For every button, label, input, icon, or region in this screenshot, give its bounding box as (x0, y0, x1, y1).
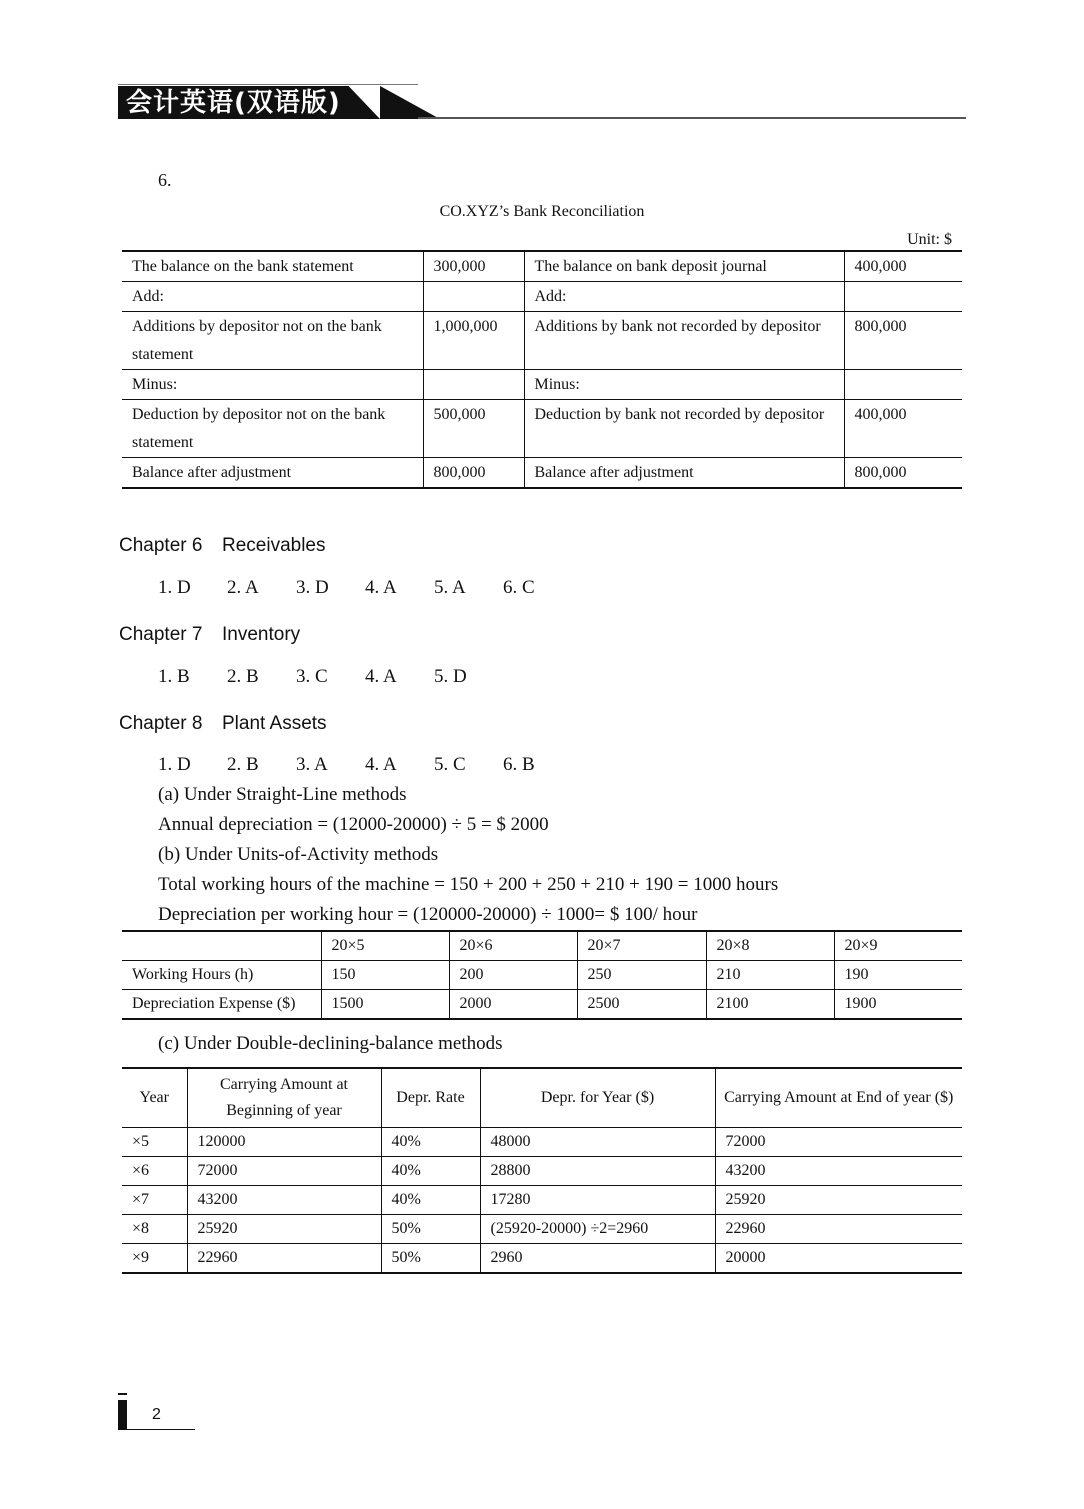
answer-item: 4. A (365, 577, 397, 598)
units-of-activity-table (122, 930, 962, 1020)
table-cell: (25920-20000) ÷2=2960 (480, 1215, 715, 1244)
table-row (122, 1215, 962, 1244)
table-row (122, 990, 962, 1020)
answer-item: 1. D (158, 754, 191, 775)
chapter-7-answers (158, 666, 503, 688)
depreciation-per-hour-line: Depreciation per working hour = (120000-20000) ÷ 1000= $ 100/ hour (158, 904, 698, 925)
table-cell: 2100 (706, 990, 834, 1020)
table-cell (423, 282, 524, 312)
table-cell: 22960 (187, 1244, 381, 1274)
table-cell: 210 (706, 961, 834, 990)
table-header-cell: 20×9 (834, 931, 962, 961)
footer-bar (118, 1400, 127, 1430)
table-cell: Minus: (122, 370, 423, 400)
table-header-cell: 20×8 (706, 931, 834, 961)
bank-rec-title: CO.XYZ’s Bank Reconciliation (439, 203, 645, 220)
table-cell: 72000 (715, 1128, 962, 1157)
table-cell: Additions by bank not recorded by depositor (524, 312, 844, 370)
page-header (118, 84, 966, 124)
header-rule-top (118, 84, 418, 85)
chapter-number: Chapter 7 (119, 624, 203, 645)
table-cell: Minus: (524, 370, 844, 400)
book-title: 会计英语(双语版) (126, 88, 341, 118)
table-cell: ×6 (122, 1157, 187, 1186)
total-hours-line: Total working hours of the machine = 150 + 200 + 250 + 210 + 190 = 1000 hours (158, 874, 779, 895)
table-header-row (122, 1068, 962, 1128)
chapter-name: Inventory (222, 624, 301, 645)
answer-item: 2. A (227, 577, 259, 598)
answer-item: 6. C (503, 577, 535, 598)
table-cell: 400,000 (844, 400, 962, 458)
chapter-6-answers (158, 577, 572, 599)
annual-depreciation-line: Annual depreciation = (12000-20000) ÷ 5 = $ 2000 (158, 814, 549, 835)
page-number: 2 (152, 1406, 161, 1423)
table-row (122, 370, 962, 400)
table-header-row (122, 931, 962, 961)
table-cell: ×9 (122, 1244, 187, 1274)
table-row (122, 251, 962, 282)
answer-item: 1. B (158, 666, 190, 687)
header-rule (418, 117, 966, 119)
answer-item: 3. C (296, 666, 328, 687)
table-header-cell: Carrying Amount at End of year ($) (715, 1068, 962, 1128)
table-cell: 50% (381, 1244, 480, 1274)
table-cell: 120000 (187, 1128, 381, 1157)
table-cell: 300,000 (423, 251, 524, 282)
table-cell: 2960 (480, 1244, 715, 1274)
table-row (122, 400, 962, 458)
table-cell: Deduction by depositor not on the bank statement (122, 400, 423, 458)
chapter-number: Chapter 8 (119, 713, 203, 734)
table-cell: 22960 (715, 1215, 962, 1244)
table-row (122, 312, 962, 370)
table-cell: Working Hours (h) (122, 961, 321, 990)
chapter-7-heading (119, 624, 300, 646)
table-cell: 28800 (480, 1157, 715, 1186)
table-cell: 500,000 (423, 400, 524, 458)
table-header-cell: 20×6 (449, 931, 577, 961)
chapter-8-heading (119, 713, 327, 735)
table-cell (844, 370, 962, 400)
table-cell: 25920 (187, 1215, 381, 1244)
table-cell: 1,000,000 (423, 312, 524, 370)
table-cell: 800,000 (423, 458, 524, 489)
double-declining-balance-table (122, 1067, 962, 1274)
table-row (122, 1128, 962, 1157)
table-row (122, 458, 962, 489)
table-cell: ×7 (122, 1186, 187, 1215)
table-cell: 17280 (480, 1186, 715, 1215)
table-cell: 40% (381, 1128, 480, 1157)
bank-reconciliation-table (122, 250, 962, 489)
table-cell: 20000 (715, 1244, 962, 1274)
table-cell: 800,000 (844, 312, 962, 370)
table-cell: 48000 (480, 1128, 715, 1157)
table-header-cell: Depr. for Year ($) (480, 1068, 715, 1128)
table-cell: 72000 (187, 1157, 381, 1186)
chapter-number: Chapter 6 (119, 535, 203, 556)
table-row (122, 1244, 962, 1274)
table-row (122, 282, 962, 312)
table-cell: Add: (122, 282, 423, 312)
units-of-activity-heading: (b) Under Units-of-Activity methods (158, 844, 439, 865)
table-cell: 1900 (834, 990, 962, 1020)
table-cell: 190 (834, 961, 962, 990)
table-cell: 40% (381, 1157, 480, 1186)
table-cell: Balance after adjustment (122, 458, 423, 489)
table-cell: 250 (577, 961, 706, 990)
table-cell: ×8 (122, 1215, 187, 1244)
table-cell: Depreciation Expense ($) (122, 990, 321, 1020)
table-cell: The balance on the bank statement (122, 251, 423, 282)
header-wedge (380, 86, 440, 119)
table-header-cell: 20×7 (577, 931, 706, 961)
answer-item: 3. A (296, 754, 328, 775)
table-cell: The balance on bank deposit journal (524, 251, 844, 282)
table-header-cell: Depr. Rate (381, 1068, 480, 1128)
table-header-cell: 20×5 (321, 931, 449, 961)
table-row (122, 1186, 962, 1215)
answer-item: 1. D (158, 577, 191, 598)
table-cell: 43200 (715, 1157, 962, 1186)
table-cell: 1500 (321, 990, 449, 1020)
table-cell: 800,000 (844, 458, 962, 489)
answer-item: 2. B (227, 754, 259, 775)
table-cell (844, 282, 962, 312)
table-cell: 150 (321, 961, 449, 990)
table-cell: 2500 (577, 990, 706, 1020)
table-cell: ×5 (122, 1128, 187, 1157)
item-number: 6. (158, 170, 172, 190)
footer-rule (127, 1429, 195, 1430)
table-cell: 43200 (187, 1186, 381, 1215)
table-row (122, 1157, 962, 1186)
table-header-cell: Year (122, 1068, 187, 1128)
table-cell: Additions by depositor not on the bank statement (122, 312, 423, 370)
answer-item: 4. A (365, 666, 397, 687)
table-cell: 25920 (715, 1186, 962, 1215)
table-cell: 2000 (449, 990, 577, 1020)
straight-line-heading: (a) Under Straight-Line methods (158, 784, 407, 805)
footer-tick (118, 1393, 127, 1395)
answer-item: 5. A (434, 577, 466, 598)
table-row (122, 961, 962, 990)
answer-item: 5. C (434, 754, 466, 775)
table-cell: Balance after adjustment (524, 458, 844, 489)
answer-item: 5. D (434, 666, 467, 687)
table-cell: 200 (449, 961, 577, 990)
chapter-name: Plant Assets (222, 713, 327, 734)
answer-item: 3. D (296, 577, 329, 598)
table-cell: 400,000 (844, 251, 962, 282)
table-header-cell (122, 931, 321, 961)
table-cell: Deduction by bank not recorded by depositor (524, 400, 844, 458)
table-cell: Add: (524, 282, 844, 312)
table-cell: 40% (381, 1186, 480, 1215)
ddb-heading: (c) Under Double-declining-balance methods (158, 1033, 503, 1054)
table-header-cell: Carrying Amount at Beginning of year (187, 1068, 381, 1128)
answer-item: 4. A (365, 754, 397, 775)
bank-rec-unit: Unit: $ (907, 231, 952, 248)
table-cell: 50% (381, 1215, 480, 1244)
answer-item: 6. B (503, 754, 535, 775)
chapter-name: Receivables (222, 535, 326, 556)
table-cell (423, 370, 524, 400)
chapter-6-heading (119, 535, 326, 557)
answer-item: 2. B (227, 666, 259, 687)
chapter-8-answers (158, 754, 572, 776)
